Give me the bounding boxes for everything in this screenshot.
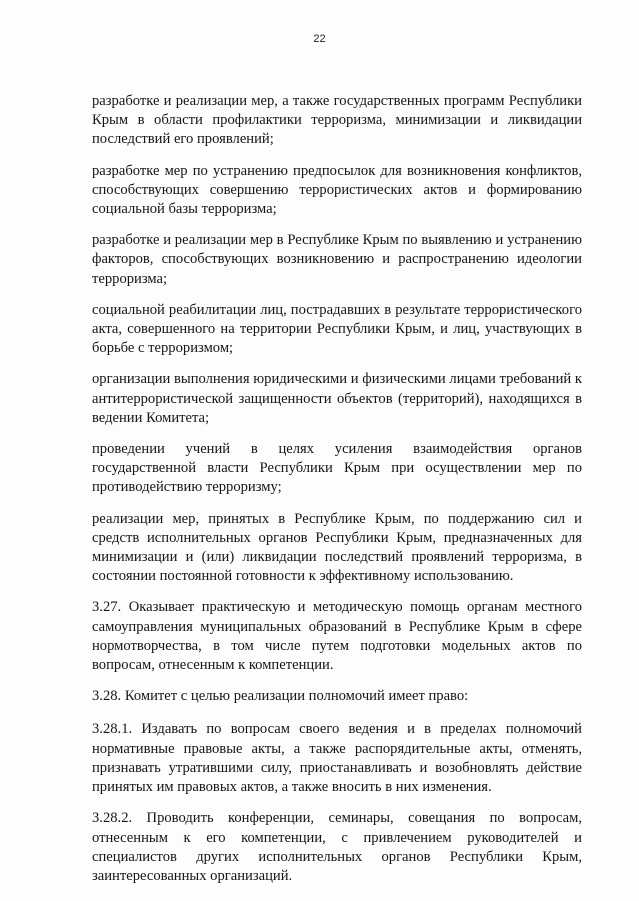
paragraph-exercises: проведении учений в целях усиления взаимодействия органов государственной власти Республики Крым при осуществлении мер по противодействию терроризму;: [92, 441, 582, 496]
paragraph-3-28-1: 3.28.1. Издавать по вопросам своего ведения и в пределах полномочий нормативные правовые акты, а также распорядительные акты, отменять, признавать утратившими силу, приостанавливать и возобновлять действие принятых им правовых актов, а также вносить в них изменения.: [92, 721, 582, 796]
paragraph-3-28-2: 3.28.2. Проводить конференции, семинары, совещания по вопросам, отнесенным к его компетенции, с привлечением руководителей и специалистов других исполнительных органов Республики Крым, заинтересованных организаций.: [92, 810, 582, 884]
paragraph-conflict-prerequisites: разработке мер по устранению предпосылок для возникновения конфликтов, способствующих совершению террористических актов и формированию социальной базы терроризма;: [92, 162, 582, 218]
paragraph-antiterror-protection: организации выполнения юридическими и физическими лицами требований к антитеррористической защищенности объектов (территорий), находящихся в ведении Комитета;: [92, 371, 582, 426]
paragraph-readiness-measures: реализации мер, принятых в Республике Крым, по поддержанию сил и средств исполнительных органов Республики Крым, предназначенных для минимизации и (или) ликвидации последствий проявлений терроризма, в состоянии постоянной готовности к эффективному использованию.: [92, 510, 582, 585]
document-body: [92, 92, 582, 898]
paragraph-ideology-factors: разработке и реализации мер в Республике Крым по выявлению и устранению факторов, способствующих возникновению и распространению идеологии терроризма;: [92, 232, 582, 287]
paragraph-social-rehabilitation: социальной реабилитации лиц, пострадавших в результате террористического акта, совершенного на территории Республики Крым, и лиц, участвующих в борьбе с терроризмом;: [92, 301, 582, 357]
paragraph-3-27: 3.27. Оказывает практическую и методическую помощь органам местного самоуправления муниципальных образований в Республике Крым в сфере нормотворчества, в том числе путем подготовки модельных актов по вопросам, отнесенным к компетенции.: [92, 599, 582, 674]
page-number: 22: [313, 33, 326, 45]
paragraph-3-28: 3.28. Комитет с целью реализации полномочий имеет право:: [92, 688, 469, 705]
paragraph-prevention-programs: разработке и реализации мер, а также государственных программ Республики Крым в области профилактики терроризма, минимизации и ликвидации последствий его проявлений;: [92, 93, 582, 148]
